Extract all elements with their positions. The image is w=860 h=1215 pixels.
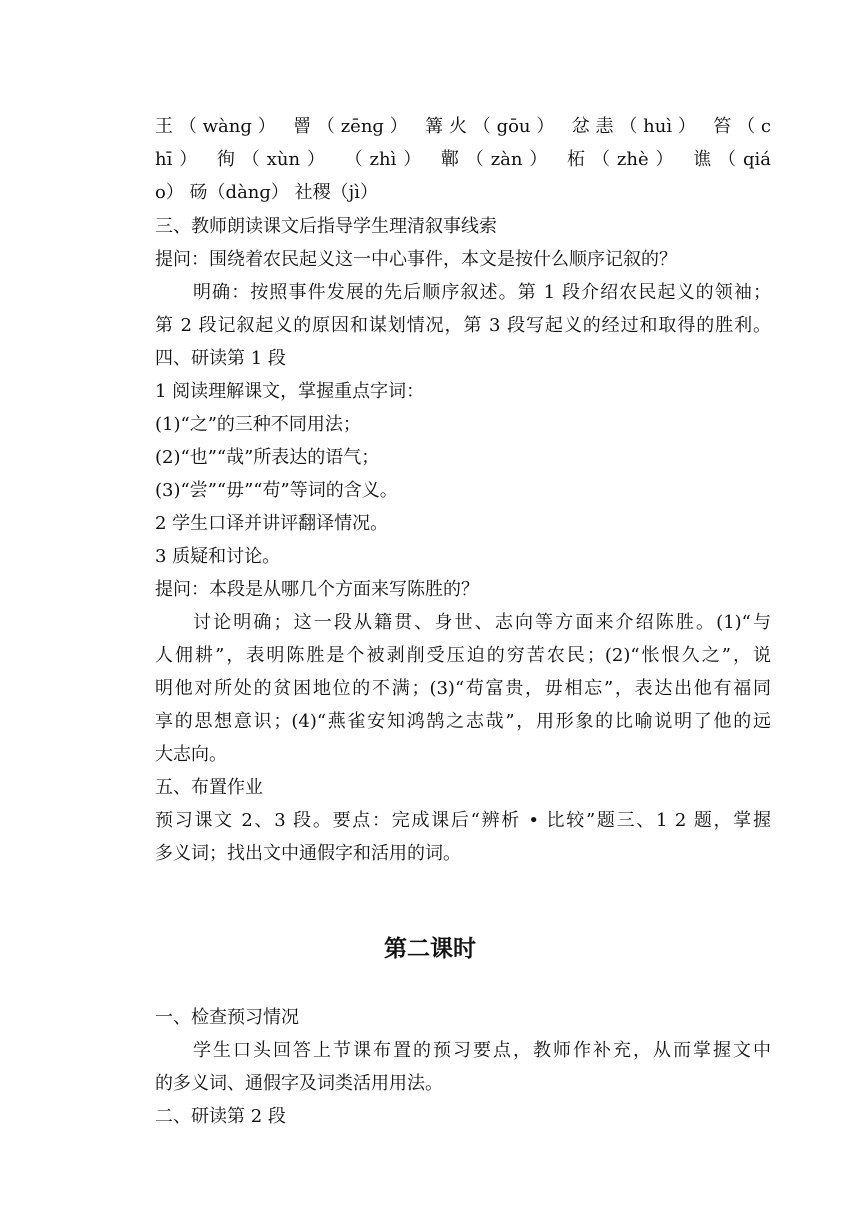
list-item: 3 质疑和讨论。: [155, 546, 281, 567]
list-item: 2 学生口译并讲评翻译情况。: [155, 513, 389, 534]
text-line: 第 2 段记叙起义的原因和谋划情况，第 3 段写起义的经过和取得的胜利。: [155, 315, 771, 336]
text-line: 提问：本段是从哪几个方面来写陈胜的？: [155, 579, 479, 600]
text-line: 明确：按照事件发展的先后顺序叙述。第 1 段介绍农民起义的领袖；: [193, 282, 771, 303]
list-item: 1 阅读理解课文，掌握重点字词：: [155, 381, 425, 402]
list-item: (1)“之”的三种不同用法；: [155, 414, 361, 435]
text-line: hī） 徇（xùn） （zhì） 鄿（zàn） 柘（zhè） 谯（qiá: [155, 149, 771, 170]
text-line: 多义词；找出文中通假字和活用的词。: [155, 843, 461, 864]
text-line: 提问：围绕着农民起义这一中心事件，本文是按什么顺序记叙的？: [155, 249, 677, 270]
text-line: 学生口头回答上节课布置的预习要点，教师作补充，从而掌握文中: [193, 1040, 771, 1061]
list-item: (3)“尝”“毋”“苟”等词的含义。: [155, 480, 398, 501]
section-heading: 五、布置作业: [155, 777, 263, 798]
text-line: 大志向。: [155, 744, 227, 765]
text-line: 的多义词、通假字及词类活用用法。: [155, 1073, 443, 1094]
text-line: 明他对所处的贫困地位的不满；(3)“苟富贵，毋相忘”，表达出他有福同: [155, 678, 771, 699]
text-line: 预习课文 2、3 段。要点：完成课后“辨析 • 比较”题三、1 2 题，掌握: [155, 810, 771, 831]
section-heading: 三、教师朗读课文后指导学生理清叙事线索: [155, 216, 497, 237]
text-line: 王（wànɡ） 罾（zēnɡ） 篝火（gōu） 忿恚（huì） 笞（c: [155, 116, 771, 137]
text-line: o） 砀（dànɡ） 社稷（jì）: [155, 182, 378, 203]
section-heading: 四、研读第 1 段: [155, 348, 286, 369]
text-line: 享的思想意识；(4)“燕雀安知鸿鹄之志哉”，用形象的比喻说明了他的远: [155, 711, 771, 732]
text-line: 人佣耕”，表明陈胜是个被剥削受压迫的穷苦农民；(2)“怅恨久之”，说: [155, 645, 771, 666]
list-item: (2)“也”“哉”所表达的语气；: [155, 447, 380, 468]
lesson-title: 第二课时: [384, 936, 476, 962]
section-heading: 二、研读第 2 段: [155, 1106, 286, 1127]
section-heading: 一、检查预习情况: [155, 1007, 299, 1028]
text-line: 讨论明确；这一段从籍贯、身世、志向等方面来介绍陈胜。(1)“与: [193, 612, 771, 633]
